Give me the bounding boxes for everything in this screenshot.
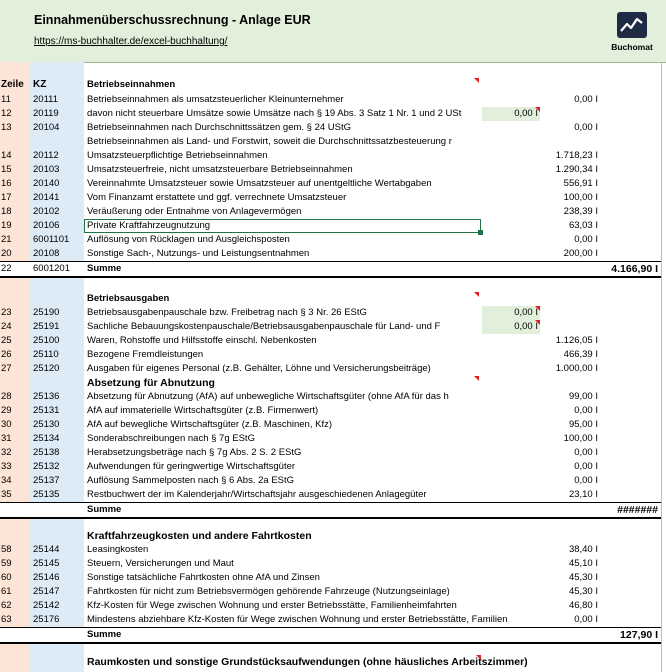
row-label: Veräußerung oder Entnahme von Anlagevermögen bbox=[87, 206, 302, 217]
buchomat-logo bbox=[609, 12, 655, 54]
table-row[interactable] bbox=[0, 177, 661, 191]
kz-code: 25100 bbox=[33, 335, 60, 346]
chart-logo-icon bbox=[617, 12, 647, 38]
row-value: 38,40 I bbox=[568, 544, 598, 555]
kz-code: 25110 bbox=[33, 349, 59, 360]
section-heading-ausgaben: Betriebsausgaben bbox=[87, 293, 170, 304]
row-number: 61 bbox=[1, 586, 12, 597]
kz-code: 25142 bbox=[33, 600, 60, 611]
row-number: 16 bbox=[1, 178, 12, 189]
row-label: Sonstige Sach-, Nutzungs- und Leistungsentnahmen bbox=[87, 248, 310, 259]
table-row[interactable] bbox=[0, 585, 661, 599]
row-value: 200,00 I bbox=[563, 248, 598, 259]
table-row[interactable] bbox=[0, 191, 661, 205]
kz-code: 25145 bbox=[33, 558, 60, 569]
row-label: Herabsetzungsbeträge nach § 7g Abs. 2 S. 2 EStG bbox=[87, 447, 302, 458]
row-value: 0,00 I bbox=[574, 475, 598, 486]
row-label: Steuern, Versicherungen und Maut bbox=[87, 558, 234, 569]
kz-code: 25130 bbox=[33, 419, 60, 430]
table-row[interactable] bbox=[0, 247, 661, 261]
section-heading-row bbox=[0, 292, 661, 306]
kz-code: 25131 bbox=[33, 405, 60, 416]
row-number: 29 bbox=[1, 405, 12, 416]
table-row[interactable] bbox=[0, 205, 661, 219]
row-label: Betriebsausgabenpauschale bzw. Freibetrag nach § 3 Nr. 26 EStG bbox=[87, 307, 367, 318]
row-label: Vereinnahmte Umsatzsteuer sowie Umsatzsteuer auf unentgeltliche Wertabgaben bbox=[87, 178, 432, 189]
row-number bbox=[1, 135, 28, 149]
row-number: 63 bbox=[1, 614, 12, 625]
row-value: 45,30 I bbox=[568, 572, 598, 583]
kz-code: 25147 bbox=[33, 586, 60, 597]
row-value: 0,00 I bbox=[514, 321, 538, 332]
website-link[interactable]: https://ms-buchhalter.de/excel-buchhaltung/ bbox=[34, 36, 228, 47]
row-number: 20 bbox=[1, 248, 12, 259]
kz-code: 20140 bbox=[33, 178, 60, 189]
row-label: Bezogene Fremdleistungen bbox=[87, 349, 204, 360]
row-number: 62 bbox=[1, 600, 12, 611]
kz-header: KZ bbox=[33, 79, 47, 90]
row-number: 23 bbox=[1, 307, 12, 318]
row-value: 45,30 I bbox=[568, 586, 598, 597]
row-label: AfA auf immaterielle Wirtschaftsgüter (z.B. Firmenwert) bbox=[87, 405, 319, 416]
input-cell[interactable] bbox=[482, 107, 540, 121]
kz-code: 25146 bbox=[33, 572, 60, 583]
table-row[interactable] bbox=[0, 404, 661, 418]
sum-label: Summe bbox=[87, 629, 122, 640]
row-label: Aufwendungen für geringwertige Wirtschaftsgüter bbox=[87, 461, 296, 472]
row-label: Umsatzsteuerpflichtige Betriebseinnahmen bbox=[87, 150, 268, 161]
row-label: Betriebseinnahmen als umsatzsteuerlicher Kleinunternehmer bbox=[87, 94, 344, 105]
table-row[interactable] bbox=[0, 135, 661, 149]
row-label: Umsatzsteuerfreie, nicht umsatzsteuerbare Betriebseinnahmen bbox=[87, 164, 353, 175]
row-value: 0,00 I bbox=[574, 461, 598, 472]
row-value: 0,00 I bbox=[574, 122, 598, 133]
comment-marker bbox=[476, 655, 481, 660]
kz-code: 25190 bbox=[33, 307, 60, 318]
sheet-title: Einnahmenüberschussrechnung - Anlage EUR bbox=[34, 13, 311, 27]
row-value: 95,00 I bbox=[568, 419, 598, 430]
section-heading-row bbox=[0, 655, 661, 669]
row-label: Mindestens abziehbare Kfz-Kosten für Wege zwischen Wohnung und erster Betriebsstätte, Familien bbox=[87, 614, 508, 625]
table-row[interactable] bbox=[0, 306, 661, 320]
table-row[interactable] bbox=[0, 107, 661, 121]
section-heading-kfz: Kraftfahrzeugkosten und andere Fahrtkosten bbox=[87, 530, 312, 542]
row-label: AfA auf bewegliche Wirtschaftsgüter (z.B. Maschinen, Kfz) bbox=[87, 419, 332, 430]
kz-code: 20141 bbox=[33, 192, 60, 203]
sum-value: 4.166,90 I bbox=[611, 263, 658, 275]
kz-code: 20111 bbox=[33, 94, 59, 105]
row-number: 30 bbox=[1, 419, 12, 430]
sum-label: Summe bbox=[87, 504, 122, 515]
kz-code: 25144 bbox=[33, 544, 60, 555]
table-row[interactable] bbox=[0, 362, 661, 376]
table-row[interactable] bbox=[0, 233, 661, 247]
section-subheading-afa: Absetzung für Abnutzung bbox=[87, 377, 215, 389]
kz-code: 6001101 bbox=[33, 234, 70, 245]
sum-label: Summe bbox=[87, 263, 122, 274]
row-label: Absetzung für Abnutzung (AfA) auf unbewegliche Wirtschaftsgüter (ohne AfA für das h bbox=[87, 391, 449, 402]
table-row[interactable] bbox=[0, 418, 661, 432]
row-number: 22 bbox=[1, 263, 12, 274]
row-value: 1.290,34 I bbox=[555, 164, 598, 175]
row-value: 0,00 I bbox=[514, 108, 538, 119]
row-label: Auflösung von Rücklagen und Ausgleichsposten bbox=[87, 234, 290, 245]
row-value: 46,80 I bbox=[568, 600, 598, 611]
comment-marker bbox=[474, 78, 479, 83]
row-label: Ausgaben für eigenes Personal (z.B. Gehälter, Löhne und Versicherungsbeiträge) bbox=[87, 363, 431, 374]
spacer bbox=[84, 519, 661, 529]
row-value: 63,03 I bbox=[568, 220, 598, 231]
row-number: 26 bbox=[1, 349, 12, 360]
row-number: 15 bbox=[1, 164, 12, 175]
row-value: 238,39 I bbox=[563, 206, 598, 217]
row-number: 58 bbox=[1, 544, 12, 555]
zeile-header: Zeile bbox=[1, 79, 24, 90]
sum-row-kfz[interactable] bbox=[0, 627, 661, 644]
kz-code: 20108 bbox=[33, 248, 60, 259]
table-row[interactable] bbox=[0, 163, 661, 177]
row-label: davon nicht steuerbare Umsätze sowie Umsätze nach § 19 Abs. 3 Satz 1 Nr. 1 und 2 USt bbox=[87, 108, 462, 119]
sum-row-ausgaben[interactable] bbox=[0, 502, 661, 519]
table-row[interactable] bbox=[0, 432, 661, 446]
table-row[interactable] bbox=[0, 320, 661, 334]
kz-code: 25120 bbox=[33, 363, 60, 374]
kz-code: 20104 bbox=[33, 122, 60, 133]
input-cell[interactable] bbox=[482, 306, 540, 320]
row-value: 0,00 I bbox=[574, 405, 598, 416]
row-value: 556,91 I bbox=[563, 178, 598, 189]
table-row[interactable] bbox=[0, 557, 661, 571]
row-number: 59 bbox=[1, 558, 12, 569]
row-value: 466,39 I bbox=[563, 349, 598, 360]
sum-value: 127,90 I bbox=[620, 629, 658, 641]
sum-row-einnahmen[interactable] bbox=[0, 261, 661, 278]
row-label: Waren, Rohstoffe und Hilfsstoffe einschl. Nebenkosten bbox=[87, 335, 317, 346]
row-label: Sonstige tatsächliche Fahrtkosten ohne AfA und Zinsen bbox=[87, 572, 320, 583]
row-value: 0,00 I bbox=[574, 94, 598, 105]
table-row[interactable] bbox=[0, 571, 661, 585]
table-row[interactable] bbox=[0, 446, 661, 460]
table-row[interactable] bbox=[0, 474, 661, 488]
row-number: 19 bbox=[1, 220, 12, 231]
row-number: 35 bbox=[1, 489, 12, 500]
table-row[interactable] bbox=[0, 348, 661, 362]
table-row[interactable] bbox=[0, 543, 661, 557]
comment-marker bbox=[535, 107, 540, 112]
row-value: 0,00 I bbox=[514, 307, 538, 318]
row-value: 1.126,05 I bbox=[555, 335, 598, 346]
row-value: 23,10 I bbox=[568, 489, 598, 500]
row-label: Betriebseinnahmen als Land- und Forstwirt, soweit die Durchschnittssatzbesteuerung r bbox=[87, 136, 452, 147]
selected-cell[interactable] bbox=[84, 219, 481, 233]
row-value: 1.000,00 I bbox=[555, 363, 598, 374]
row-number: 34 bbox=[1, 475, 12, 486]
subheading-row bbox=[0, 376, 661, 390]
spacer bbox=[84, 279, 661, 291]
kz-code: 25191 bbox=[33, 321, 60, 332]
spacer bbox=[84, 645, 661, 655]
row-number: 60 bbox=[1, 572, 12, 583]
row-number: 13 bbox=[1, 122, 12, 133]
row-number: 21 bbox=[1, 234, 12, 245]
row-value: 1.718,23 I bbox=[555, 150, 598, 161]
row-value: 99,00 I bbox=[568, 391, 598, 402]
row-label: Sachliche Bebauungskostenpauschale/Betriebsausgabenpauschale für Land- und F bbox=[87, 321, 441, 332]
row-number: 11 bbox=[1, 94, 11, 105]
row-number: 27 bbox=[1, 363, 12, 374]
row-label: Vom Finanzamt erstattete und ggf. verrechnete Umsatzsteuer bbox=[87, 192, 347, 203]
sum-value: ####### bbox=[617, 504, 658, 516]
input-cell[interactable] bbox=[482, 320, 540, 334]
row-number: 12 bbox=[1, 108, 12, 119]
kz-code: 20103 bbox=[33, 164, 60, 175]
kz-code: 25176 bbox=[33, 614, 60, 625]
table-row[interactable] bbox=[0, 390, 661, 404]
kz-code: 25136 bbox=[33, 391, 60, 402]
table-row[interactable] bbox=[0, 121, 661, 135]
row-label: Sonderabschreibungen nach § 7g EStG bbox=[87, 433, 255, 444]
kz-code: 20106 bbox=[33, 220, 60, 231]
row-label: Leasingkosten bbox=[87, 544, 149, 555]
kz-code bbox=[33, 135, 83, 149]
table-row[interactable] bbox=[0, 219, 661, 233]
row-label: Restbuchwert der im Kalenderjahr/Wirtschaftsjahr ausgeschiedenen Anlagegüter bbox=[87, 489, 427, 500]
kz-code: 20119 bbox=[33, 108, 59, 119]
row-label: Kfz-Kosten für Wege zwischen Wohnung und erster Betriebsstätte, Familienheimfahrten bbox=[87, 600, 457, 611]
row-number: 33 bbox=[1, 461, 12, 472]
row-value: 100,00 I bbox=[563, 192, 598, 203]
row-number: 32 bbox=[1, 447, 12, 458]
comment-marker bbox=[474, 292, 479, 297]
row-value bbox=[530, 135, 598, 149]
row-number: 28 bbox=[1, 391, 12, 402]
section-heading-einnahmen: Betriebseinnahmen bbox=[87, 79, 176, 90]
kz-code: 6001201 bbox=[33, 263, 70, 274]
row-number: 17 bbox=[1, 192, 12, 203]
row-label: Fahrtkosten für nicht zum Betriebsvermögen gehörende Fahrzeuge (Nutzungseinlage) bbox=[87, 586, 450, 597]
row-value: 0,00 I bbox=[574, 614, 598, 625]
row-number: 18 bbox=[1, 206, 12, 217]
row-number: 31 bbox=[1, 433, 12, 444]
sheet-header bbox=[0, 0, 666, 63]
table-row[interactable] bbox=[0, 599, 661, 613]
table-row[interactable] bbox=[0, 149, 661, 163]
row-number: 25 bbox=[1, 335, 12, 346]
kz-code: 25138 bbox=[33, 447, 60, 458]
kz-code: 20112 bbox=[33, 150, 59, 161]
table-row[interactable] bbox=[0, 334, 661, 348]
kz-code: 25137 bbox=[33, 475, 60, 486]
row-number: 14 bbox=[1, 150, 12, 161]
table-row[interactable] bbox=[0, 488, 661, 502]
row-label: Auflösung Sammelposten nach § 6 Abs. 2a EStG bbox=[87, 475, 295, 486]
row-label: Private Kraftfahrzeugnutzung bbox=[87, 220, 211, 231]
row-label: Betriebseinnahmen nach Durchschnittssätzen gem. § 24 UStG bbox=[87, 122, 352, 133]
comment-marker bbox=[535, 306, 540, 311]
table-row[interactable] bbox=[0, 93, 661, 107]
kz-code: 25135 bbox=[33, 489, 60, 500]
row-value: 0,00 I bbox=[574, 447, 598, 458]
row-value: 0,00 I bbox=[574, 234, 598, 245]
row-value: 100,00 I bbox=[563, 433, 598, 444]
section-heading-row bbox=[0, 529, 661, 543]
comment-marker bbox=[474, 376, 479, 381]
kz-code: 25134 bbox=[33, 433, 60, 444]
table-row[interactable] bbox=[0, 613, 661, 627]
logo-text: Buchomat bbox=[611, 42, 653, 52]
section-heading-raumkosten: Raumkosten und sonstige Grundstücksaufwendungen (ohne häusliches Arbeitszimmer) bbox=[87, 656, 528, 668]
comment-marker bbox=[535, 320, 540, 325]
column-header-row bbox=[0, 78, 661, 92]
row-number: 24 bbox=[1, 321, 12, 332]
table-row[interactable] bbox=[0, 460, 661, 474]
grid-right-border bbox=[661, 62, 662, 672]
row-value: 45,10 I bbox=[568, 558, 598, 569]
kz-code: 20102 bbox=[33, 206, 60, 217]
kz-code: 25132 bbox=[33, 461, 60, 472]
